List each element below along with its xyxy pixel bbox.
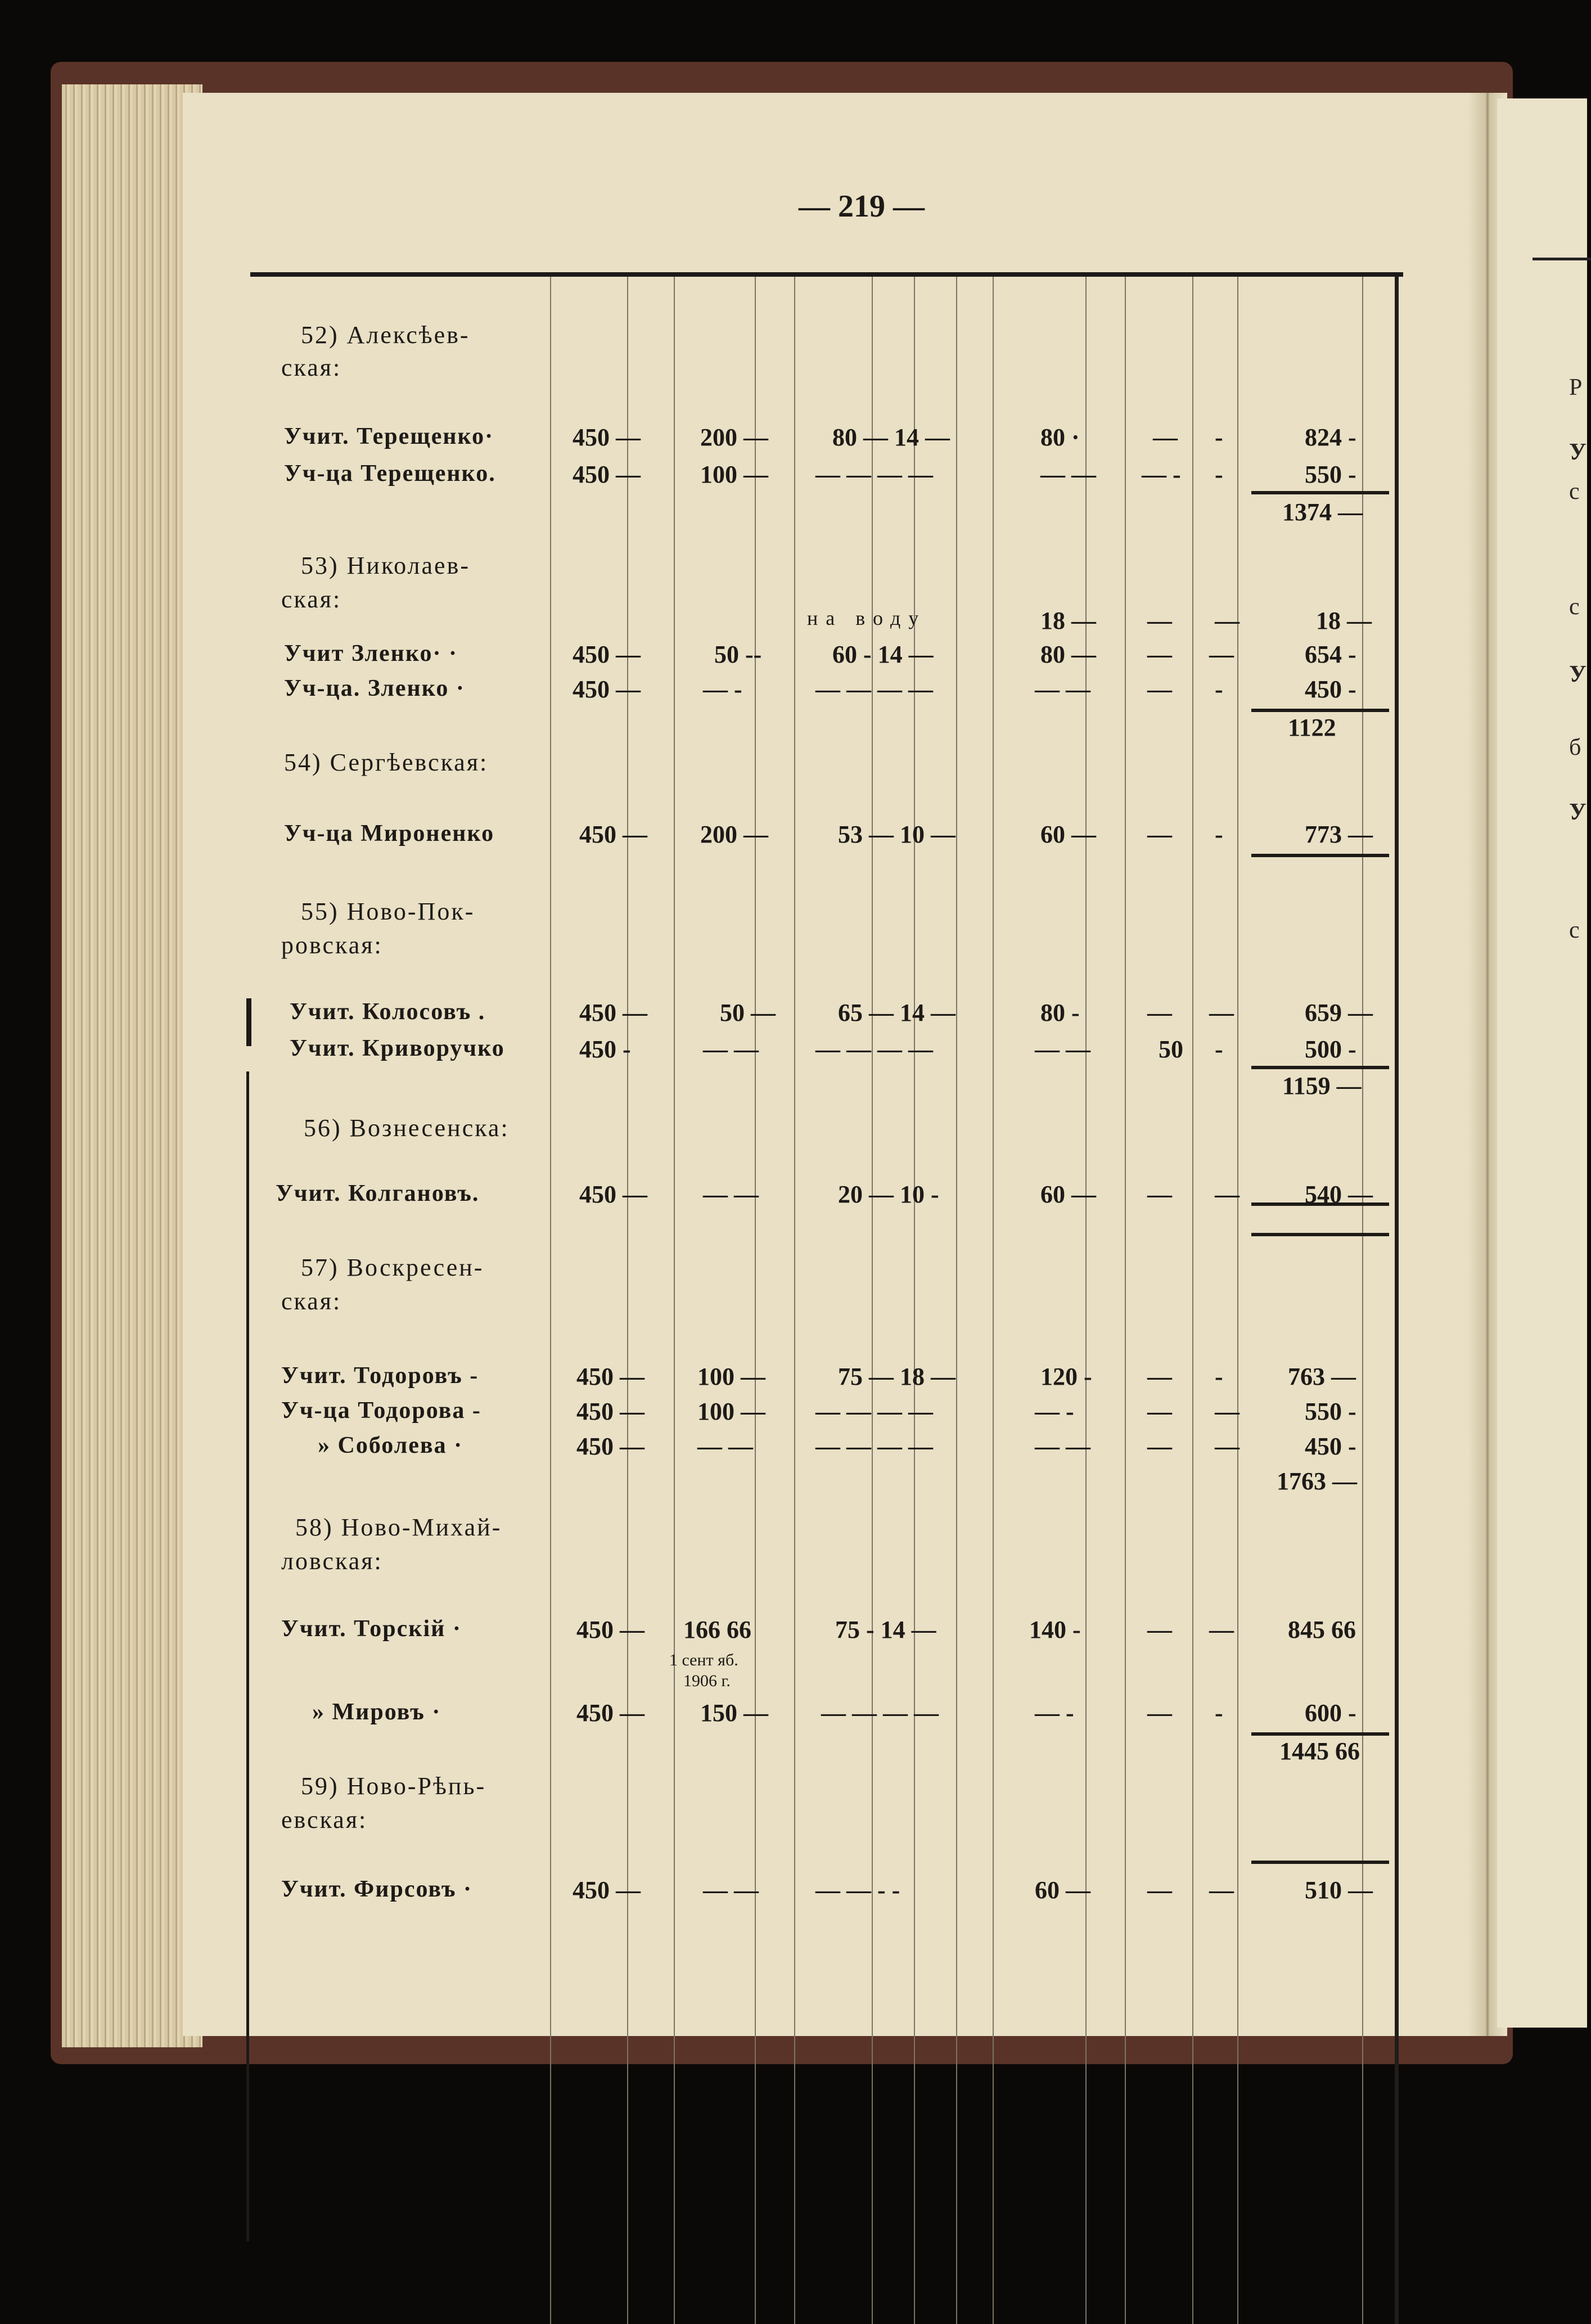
cell: — [1147,1363,1172,1390]
section-heading: 55) Ново-Пок- [301,898,475,925]
cell: — [1147,607,1172,634]
sum-rule [1251,1066,1389,1069]
section-heading: 56) Вознесенска: [304,1114,510,1142]
sum-rule [1251,1732,1389,1736]
cell: — [1147,675,1172,703]
cell: 150 — [700,1699,768,1727]
cell: 18 — [1040,607,1096,634]
cell: — [1147,1433,1172,1460]
row-label: Учит. Криворучко [290,1035,505,1061]
cell: 450 — [576,1363,644,1390]
cell: — — [703,1181,759,1208]
cell: 53 — 10 — [838,821,955,848]
cell: — [1147,821,1172,848]
section-heading: ская: [281,585,342,613]
row-label: Уч-ца Тодорова - [281,1398,481,1424]
cell: 100 — [700,461,768,488]
cell: 60 — [1035,1876,1090,1904]
cell: — [1209,1876,1234,1904]
column-rule [993,277,994,2324]
row-label: Учит. Колгановъ. [276,1181,480,1206]
row-label: Учит. Колосовъ . [290,999,486,1025]
cell: — [1147,1616,1172,1643]
cell: 80 · [1040,424,1080,451]
cell: — [1215,1181,1240,1208]
cell: — - [1142,461,1181,488]
cell: 140 - [1029,1616,1081,1643]
right-page-glyph: с [1569,917,1580,943]
cell: - [1215,821,1223,848]
total-cell: 18 — [1316,607,1372,634]
cell: 50 [1159,1035,1183,1063]
cell: — [1147,999,1172,1026]
right-page-glyph: У [1569,661,1587,687]
cell: 100 — [697,1363,765,1390]
cell: 450 — [573,461,641,488]
column-rule [794,277,795,2324]
section-heading: ская: [281,1287,342,1315]
sum-rule [1251,491,1389,494]
cell: 450 — [576,1699,644,1727]
cell: 450 — [576,1433,644,1460]
column-rule [627,277,628,2324]
cell: — [1147,1181,1172,1208]
cell: — — — — [815,1433,933,1460]
cell: 60 — [1040,1181,1096,1208]
column-rule [914,277,915,2324]
cell: — — - - [815,1876,900,1904]
cell: 75 - 14 — [835,1616,936,1643]
section-heading: 59) Ново-Рѣпь- [301,1772,486,1800]
cell: 65 — 14 — [838,999,955,1026]
margin-mark [246,998,251,1046]
right-page-glyph: б [1569,735,1581,760]
section-heading: ровская: [281,931,383,959]
cell: 166 66 [683,1616,751,1643]
cell: 20 — 10 - [838,1181,939,1208]
page-number: — 219 — [799,189,925,224]
cell: — — — — [815,675,933,703]
sum-rule [1251,854,1389,857]
cell: — — [703,1876,759,1904]
cell: 450 — [573,675,641,703]
cell: — — [703,1035,759,1063]
row-label: Учит Зленко· · [284,641,458,666]
row-label: Учит. Терещенко· [284,424,494,449]
cell: — [1209,641,1234,668]
cell: 50 — [720,999,776,1026]
subtotal-cell: 1374 — [1282,498,1363,526]
column-rule [550,277,551,2324]
total-cell: 550 - [1305,1398,1356,1425]
total-cell: 654 - [1305,641,1356,668]
cell: 450 — [579,1181,647,1208]
total-cell: 510 — [1305,1876,1373,1904]
cell: 450 — [579,999,647,1026]
total-cell: 500 - [1305,1035,1356,1063]
cell: 450 - [579,1035,631,1063]
column-rule [872,277,873,2324]
row-label: Уч-ца. Зленко · [284,675,465,701]
column-rule [674,277,675,2324]
cell: 200 — [700,424,768,451]
cell: — - [703,675,742,703]
row-label: Уч-ца Мироненко [284,821,495,846]
total-cell: 773 — [1305,821,1373,848]
cell: 450 — [579,821,647,848]
cell: — [1209,999,1234,1026]
cell: — [1209,1616,1234,1643]
margin-rule [246,1071,249,2241]
subtotal-cell: 1763 — [1277,1467,1357,1495]
cell: — [1215,1433,1240,1460]
cell: — [1147,1699,1172,1727]
total-cell: 600 - [1305,1699,1356,1727]
cell: 450 — [573,1876,641,1904]
total-cell: 540 — [1305,1181,1373,1208]
column-rule [1237,277,1238,2324]
right-page-glyph: с [1569,479,1580,505]
total-cell: 845 66 [1288,1616,1356,1643]
section-heading: ская: [281,354,342,381]
total-cell: 763 — [1288,1363,1356,1390]
right-page-glyph: У [1569,439,1587,465]
right-page-glyph: с [1569,594,1580,620]
sum-rule [1251,709,1389,712]
section-heading: 58) Ново-Михай- [295,1514,502,1541]
column-rule [1125,277,1126,2324]
cell: — — [1040,461,1096,488]
section-heading: евская: [281,1806,368,1834]
row-label: Учит. Торскій · [281,1616,462,1642]
section-heading: ловская: [281,1547,383,1575]
section-heading: 53) Николаев- [301,552,470,579]
cell: — — — — [815,1035,933,1063]
subtotal-cell: 1445 66 [1279,1737,1360,1765]
cell: — — — — [815,1398,933,1425]
cell: - [1215,1363,1223,1390]
sum-rule [1251,1861,1389,1864]
cell: 450 — [576,1616,644,1643]
cell: — - [1035,1699,1074,1727]
subtotal-cell: 1159 — [1282,1072,1362,1100]
section-heading: 57) Воскресен- [301,1254,484,1281]
cell: — — [1035,1433,1090,1460]
column-rule [956,277,957,2324]
sum-rule [1251,1233,1389,1236]
cell: 50 -- [714,641,762,668]
cell: — — [697,1433,753,1460]
cell: — [1147,1876,1172,1904]
subtotal-cell: 1122 [1288,714,1336,741]
cell: 60 - 14 — [832,641,934,668]
total-cell: 450 - [1305,1433,1356,1460]
cell: 75 — 18 — [838,1363,955,1390]
cell: - [1215,1699,1223,1727]
cell: — [1147,641,1172,668]
cell: — [1215,607,1240,634]
cell: 120 - [1040,1363,1092,1390]
cell: — — — — [821,1699,939,1727]
page-edges [62,84,202,2047]
table-top-rule [250,272,1403,277]
total-cell: 450 - [1305,675,1356,703]
row-label: » Мировъ · [312,1699,441,1725]
section-heading: 52) Алексѣев- [301,321,470,349]
column-rule-heavy [1395,277,1399,2324]
cell: - [1215,1035,1223,1063]
cell: 80 - [1040,999,1080,1026]
row-label: Учит. Тодоровъ - [281,1363,479,1389]
row-note: 1906 г. [683,1672,731,1690]
cell: — - [1035,1398,1074,1425]
cell: — [1215,1398,1240,1425]
column-rule [1085,277,1087,2324]
total-cell: 824 - [1305,424,1356,451]
right-page-rule [1533,258,1591,260]
row-note: на воду [807,607,927,629]
column-rule [755,277,756,2324]
cell: — [1147,1398,1172,1425]
cell: 450 — [573,641,641,668]
cell: 200 — [700,821,768,848]
cell: - [1215,461,1223,488]
column-rule [1362,277,1363,2324]
row-label: Учит. Фирсовъ · [281,1876,473,1902]
cell: - [1215,424,1223,451]
row-note: 1 сент яб. [669,1651,738,1669]
total-cell: 659 — [1305,999,1373,1026]
cell: 80 — 14 — [832,424,950,451]
right-page-glyph: У [1569,799,1587,825]
row-label: » Соболева · [318,1433,463,1458]
cell: — — [1035,1035,1090,1063]
row-label: Уч-ца Терещенко. [284,461,496,487]
cell: — [1153,424,1178,451]
cell: 80 — [1040,641,1096,668]
cell: - [1215,675,1223,703]
cell: 450 — [576,1398,644,1425]
cell: 100 — [697,1398,765,1425]
cell: — — — — [815,461,933,488]
cell: 60 — [1040,821,1096,848]
cell: 450 — [573,424,641,451]
total-cell: 550 - [1305,461,1356,488]
column-rule [1192,277,1193,2324]
section-heading: 54) Сергѣевская: [284,749,489,776]
right-page-glyph: Р [1569,375,1583,400]
cell: — — [1035,675,1090,703]
